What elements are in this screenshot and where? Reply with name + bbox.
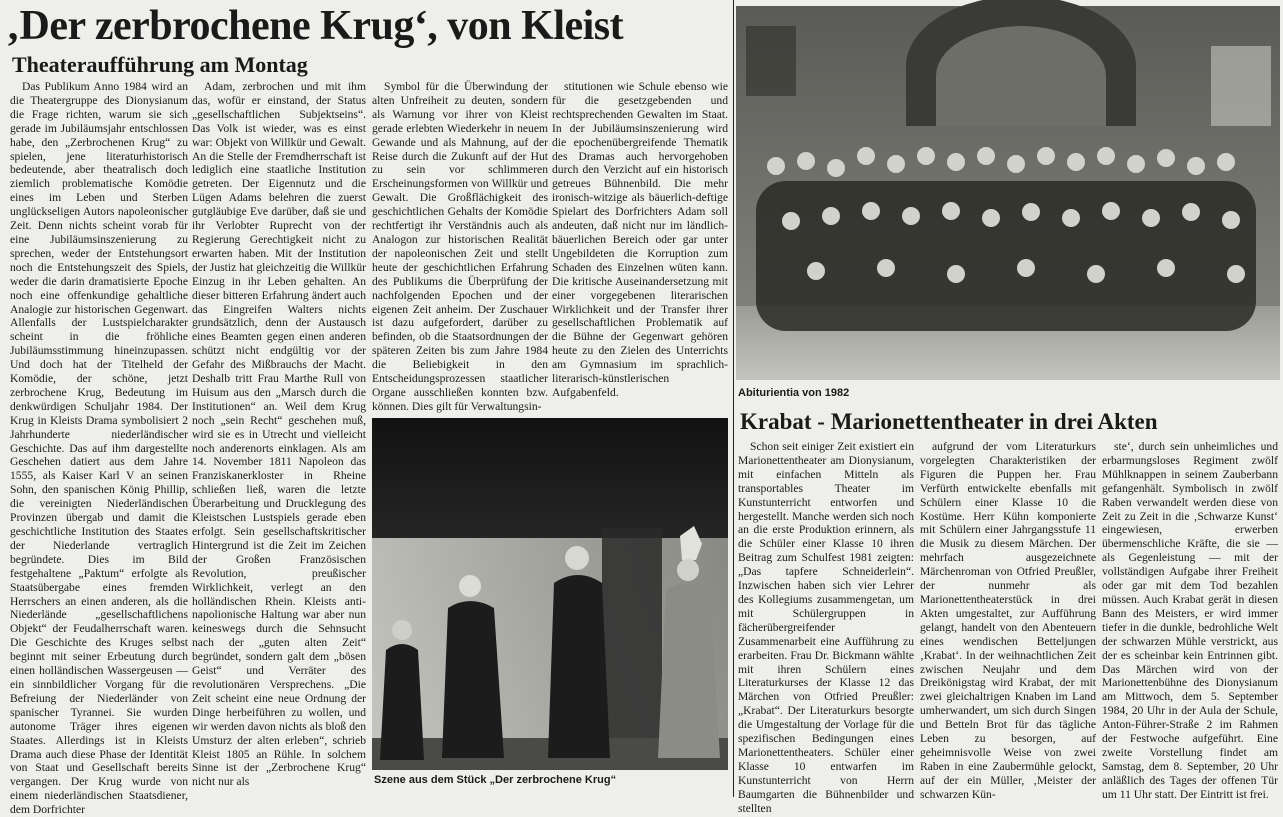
article-column-4 — [552, 80, 728, 410]
krabat-column-1-text: Schon seit einiger Zeit existiert ein Marionettentheater am Dionysianum, mit einfachen Mitteln als transportables Theater im Kunstunterricht entworfen und hergestellt. Manche werden sich noch an die erste Produktion erinnern, als die Schüler einer Klasse 10 ihren Beitrag zum Schulfest 1981 zeigten: „Das tapfere Schneiderlein“. Inzwischen haben sich vier Lehrer des Kollegiums zusammengetan, um mit Schülergruppen in fächerübergreifender Zusammenarbeit eine Aufführung zu erarbeiten. Frau Dr. Bickmann wählte mit ihren Schülern eines Literaturkurses der Klasse 12 das Märchen von Otfried Preußler: „Krabat“. Der Literaturkurs besorgte die Umgestaltung der Vorlage für die spezifischen Bedingungen eines Marionettentheaters. Schüler einer Klasse 10 entwarfen im Kunstunterricht von Herrn Baumgarten die Bühnenbilder und stellten — [738, 440, 914, 815]
class-photo — [736, 6, 1280, 380]
krabat-column-2 — [920, 440, 1096, 801]
class-photo-illustration — [736, 6, 1280, 380]
stage-photo — [372, 418, 728, 770]
article-column-2 — [192, 80, 366, 797]
krabat-column-1 — [738, 440, 914, 815]
stage-scene-illustration — [372, 418, 728, 770]
article-column-4-text: stitutionen wie Schule ebenso wie für die gesetzgebenden und rechtsprechenden Gewalten im Staat. In der Jubiläumsinszenierung wird die epochenübergreifende Thematik des Dramas auch hervorgehoben durch den Verzicht auf ein historisch getreues Bühnenbild. Die mehr ironisch-witzige als bäuerlich-deftige Spielart des Dorfrichters Adam soll andeuten, daß nicht nur im ländlich-bäuerlichen Bereich oder gar unter Ungebildeten die Korruption zum Schaden des Einzelnen wüten kann. Die kritische Auseinandersetzung mit einer vorgegebenen literarischen Wirklichkeit und der Transfer ihrer gesellschaftlichen Problematik auf die Bühne der Gegenwart gehören heute zu den Zielen des Unterrichts am Gymnasium im sprachlich-literarisch-künstlerischen Aufgabenfeld. — [552, 80, 728, 399]
krabat-column-2-text: aufgrund der vom Literaturkurs vorgelegten Charakteristiken der Figuren die Puppen her. Frau Verfürth entwickelte ebenfalls mit Schülern einer Klasse 10 die Kostüme. Herr Kühn komponierte mit Schülern einer Jahrgangsstufe 11 die Musik zu diesem Märchen. Der mehrfach ausgezeichnete Märchenroman von Otfried Preußler, der nunmehr als Marionettentheaterstück in drei Akten umgestaltet, zur Aufführung gelangt, handelt von den Abenteuern eines wendischen Betteljungen ‚Krabat‘. In der weihnachtlichen Zeit zwischen Neujahr und dem Dreikönigstag wird Krabat, der mit zwei gleichaltrigen Knaben im Land umherwandert, um sich durch Singen und Betteln Brot für das tägliche Leben zu besorgen, auf geheimnisvolle Weise von zwei Raben in eine Zaubermühle gelockt, auf der ein Müller, ‚Meister der schwarzen Kün- — [920, 440, 1096, 801]
class-photo-caption: Abiturientia von 1982 — [738, 387, 850, 399]
article-column-1-text: Das Publikum Anno 1984 wird an die Theatergruppe des Dionysianum die Frage richten, warum sie sich gerade im Jubiläumsjahr entschlossen habe, den „Zerbrochenen Krug“ zu spielen, jene literaturhistorisch bedeutende, aber theatralisch doch ziemlich problematische Komödie eines im Leben und Sterben unglückseligen Autors napoleonischer Zeit. Denn nichts scheint vorab für eine Jubiläumsinszenierung zu sprechen, weder der Entstehungsort noch die Entstehungszeit des Spiels, weder die darin dramatisierte Epoche noch eine offenkundige gehaltliche Analogie zur historischen Gegenwart. Allenfalls der Lustspielcharakter scheint in die fröhliche Jubiläumsstimmung hineinzupassen. Und doch hat der Titelheld der Komödie, der schöne, jetzt zerbrochene Krug, Bedeutung im denkwürdigen Schuljahr 1984. Der Krug in Kleists Drama symbolisiert 2 Jahrhunderte niederländischer Geschichte. Das auf ihm dargestellte Geschehen datiert aus dem Jahre 1555, als Kaiser Karl V an seinen Sohn, den spanischen König Phillip, die vereinigten Niederländischen Provinzen übergab und damit die geschichtliche Institution des Staates der Niederlande vertraglich begründete. Dies im Bild festgehaltene „Paktum“ erfolgte als Staatsübergabe eines fremden Herrschers an einen anderen, als die Niederlände „gesellschaftlichens Objekt“ der Feudalherrschaft waren. Die Geschichte des Kruges selbst beginnt mit seiner Erbeutung durch einen holländischen Wassergeusen — ein sinnbildlicher Vorgang für die Befreiung der Niederländer von spanischer Tyrannei. Sie wurden autonome Träger ihres eigenen Staates. Allerdings ist in Kleists Drama auch diese Phase der Identität von Staat und Gesellschaft bereits vergangen. Der Krug wurde von einem niederländischen Staatsdiener, dem Dorfrichter — [10, 80, 188, 817]
article-subheadline: Theateraufführung am Montag — [12, 52, 308, 77]
krabat-headline: Krabat - Marionettentheater in drei Akten — [740, 409, 1158, 434]
article-column-2-text: Adam, zerbrochen und mit ihm das, wofür er einstand, der Status „gesellschaftlichen Subjektseins“. Das Volk ist wieder, was es einst war: Objekt von Willkür und Gewalt. An die Stelle der Fremdherrschaft ist lediglich eine staatliche Institution getreten. Der Eigennutz und die Lügen Adams belehren die zuerst gutgläubige Eve darüber, daß sie und ihr Verlobter Ruprecht von der Regierung Gerechtigkeit nicht zu erwarten haben. Mit der Institution der Justiz hat gleichzeitig die Willkür Einzug in ihr Leben gehalten. An dieser bitteren Erfahrung ändert auch das Eingreifen Walters nichts grundsätzlich, denn der Austausch eines Beamten gegen einen anderen schützt nicht endgültig vor der Gefahr des Mißbrauchs der Macht. Deshalb tritt Frau Marthe Rull von Huisum aus den „Marsch durch die Institutionen“ an. Weil dem Krug noch „sein Recht“ geschehen muß, wird sie es in Utrecht und vielleicht noch anderenorts einklagen. Als am 14. November 1811 Napoleon das Franziskanerkloster in Rheine schließen ließ, waren die letzte Überarbeitung und Drucklegung des Kleistschen Lustspiels gerade eben erfolgt. Sein gesellschaftskritischer Hintergrund ist die Zeit im Zeichen der Großen Französischen Revolution, preußischer Wirklichkeit, verlegt an den holländischen Rhein. Kleists anti-napolionische Haltung war aber nun keineswegs durch die Sehnsucht nach der „guten alten Zeit“ begründet, sondern galt dem „bösen Geist“ und Verräter des revolutionären Versprechens. „Die Zeit scheint eine neue Ordnung der Dinge herbeiführen zu wollen, und wir werden davon nichts als bloß den Umsturz der alten erleben“, schrieb Kleist 1805 an Rühle. In solchem Sinne ist der „Zerbrochene Krug“ nicht nur als — [192, 80, 366, 789]
article-column-3 — [372, 80, 548, 413]
article-headline: ‚Der zerbrochene Krug‘, von Kleist — [6, 3, 624, 49]
krabat-column-3 — [1102, 440, 1278, 801]
article-column-1 — [10, 80, 188, 817]
article-column-3-text: Symbol für die Überwindung der alten Unfreiheit zu deuten, sondern als Warnung vor ihrer von Kleist gerade erlebten Wiederkehr in neuem Gewande und als Mahnung, auf der Reise durch die Zukunft auf der Hut zu sein vor schlimmeren Erscheinungsformen von Willkür und Gewalt. Die Großflächigkeit des geschichtlichen Gehalts der Komödie rechtfertigt ihr Verständnis auch als Analogon zur historischen Realität der napoleonischen Zeit und stellt heute der geschichtlichen Erfahrung des Publikums die Überprüfung der nachfolgenden Epochen und der eigenen Zeit anheim. Der Zuschauer ist dazu aufgefordert, darüber zu befinden, ob die Staatsordnungen der späteren Zeiten bis zum Jahre 1984 die Beliebigkeit in den Entscheidungsprozessen staatlicher Organe ausschließen konnten bzw. können. Dies gilt für Verwaltungsin- — [372, 80, 548, 413]
column-divider — [733, 0, 734, 797]
stage-photo-caption: Szene aus dem Stück „Der zerbrochene Krug“ — [374, 774, 617, 786]
krabat-column-3-text: ste‘, durch sein unheimliches und erbarmungsloses Regiment zwölf Mühlknappen in seinem Zauberbann gefangenhält. Symbolisch in zwölf Raben verwandelt werden diese von Zeit zu Zeit in die ‚Schwarze Kunst‘ eingewiesen, erwerben übermenschliche Kräfte, die sie — als Gegenleistung — mit der vollständigen Aufgabe ihrer Freiheit oder gar mit dem Tod bezahlen müssen. Auch Krabat gerät in diesen Bann des Meisters, er wird immer tiefer in die dunkle, bedrohliche Welt der schwarzen Mühle verstrickt, aus der es scheinbar kein Entrinnen gibt. Das Märchen wird von der Marionettenbühne des Dionysianum am Mittwoch, dem 5. September 1984, 20 Uhr in der Aula der Schule, Anton-Führer-Straße 2 im Rahmen der Festwoche aufgeführt. Eine zweite Vorstellung findet am Samstag, dem 8. September, 20 Uhr anläßlich des Tages der offenen Tür um 11 Uhr statt. Der Eintritt ist frei. — [1102, 440, 1278, 801]
